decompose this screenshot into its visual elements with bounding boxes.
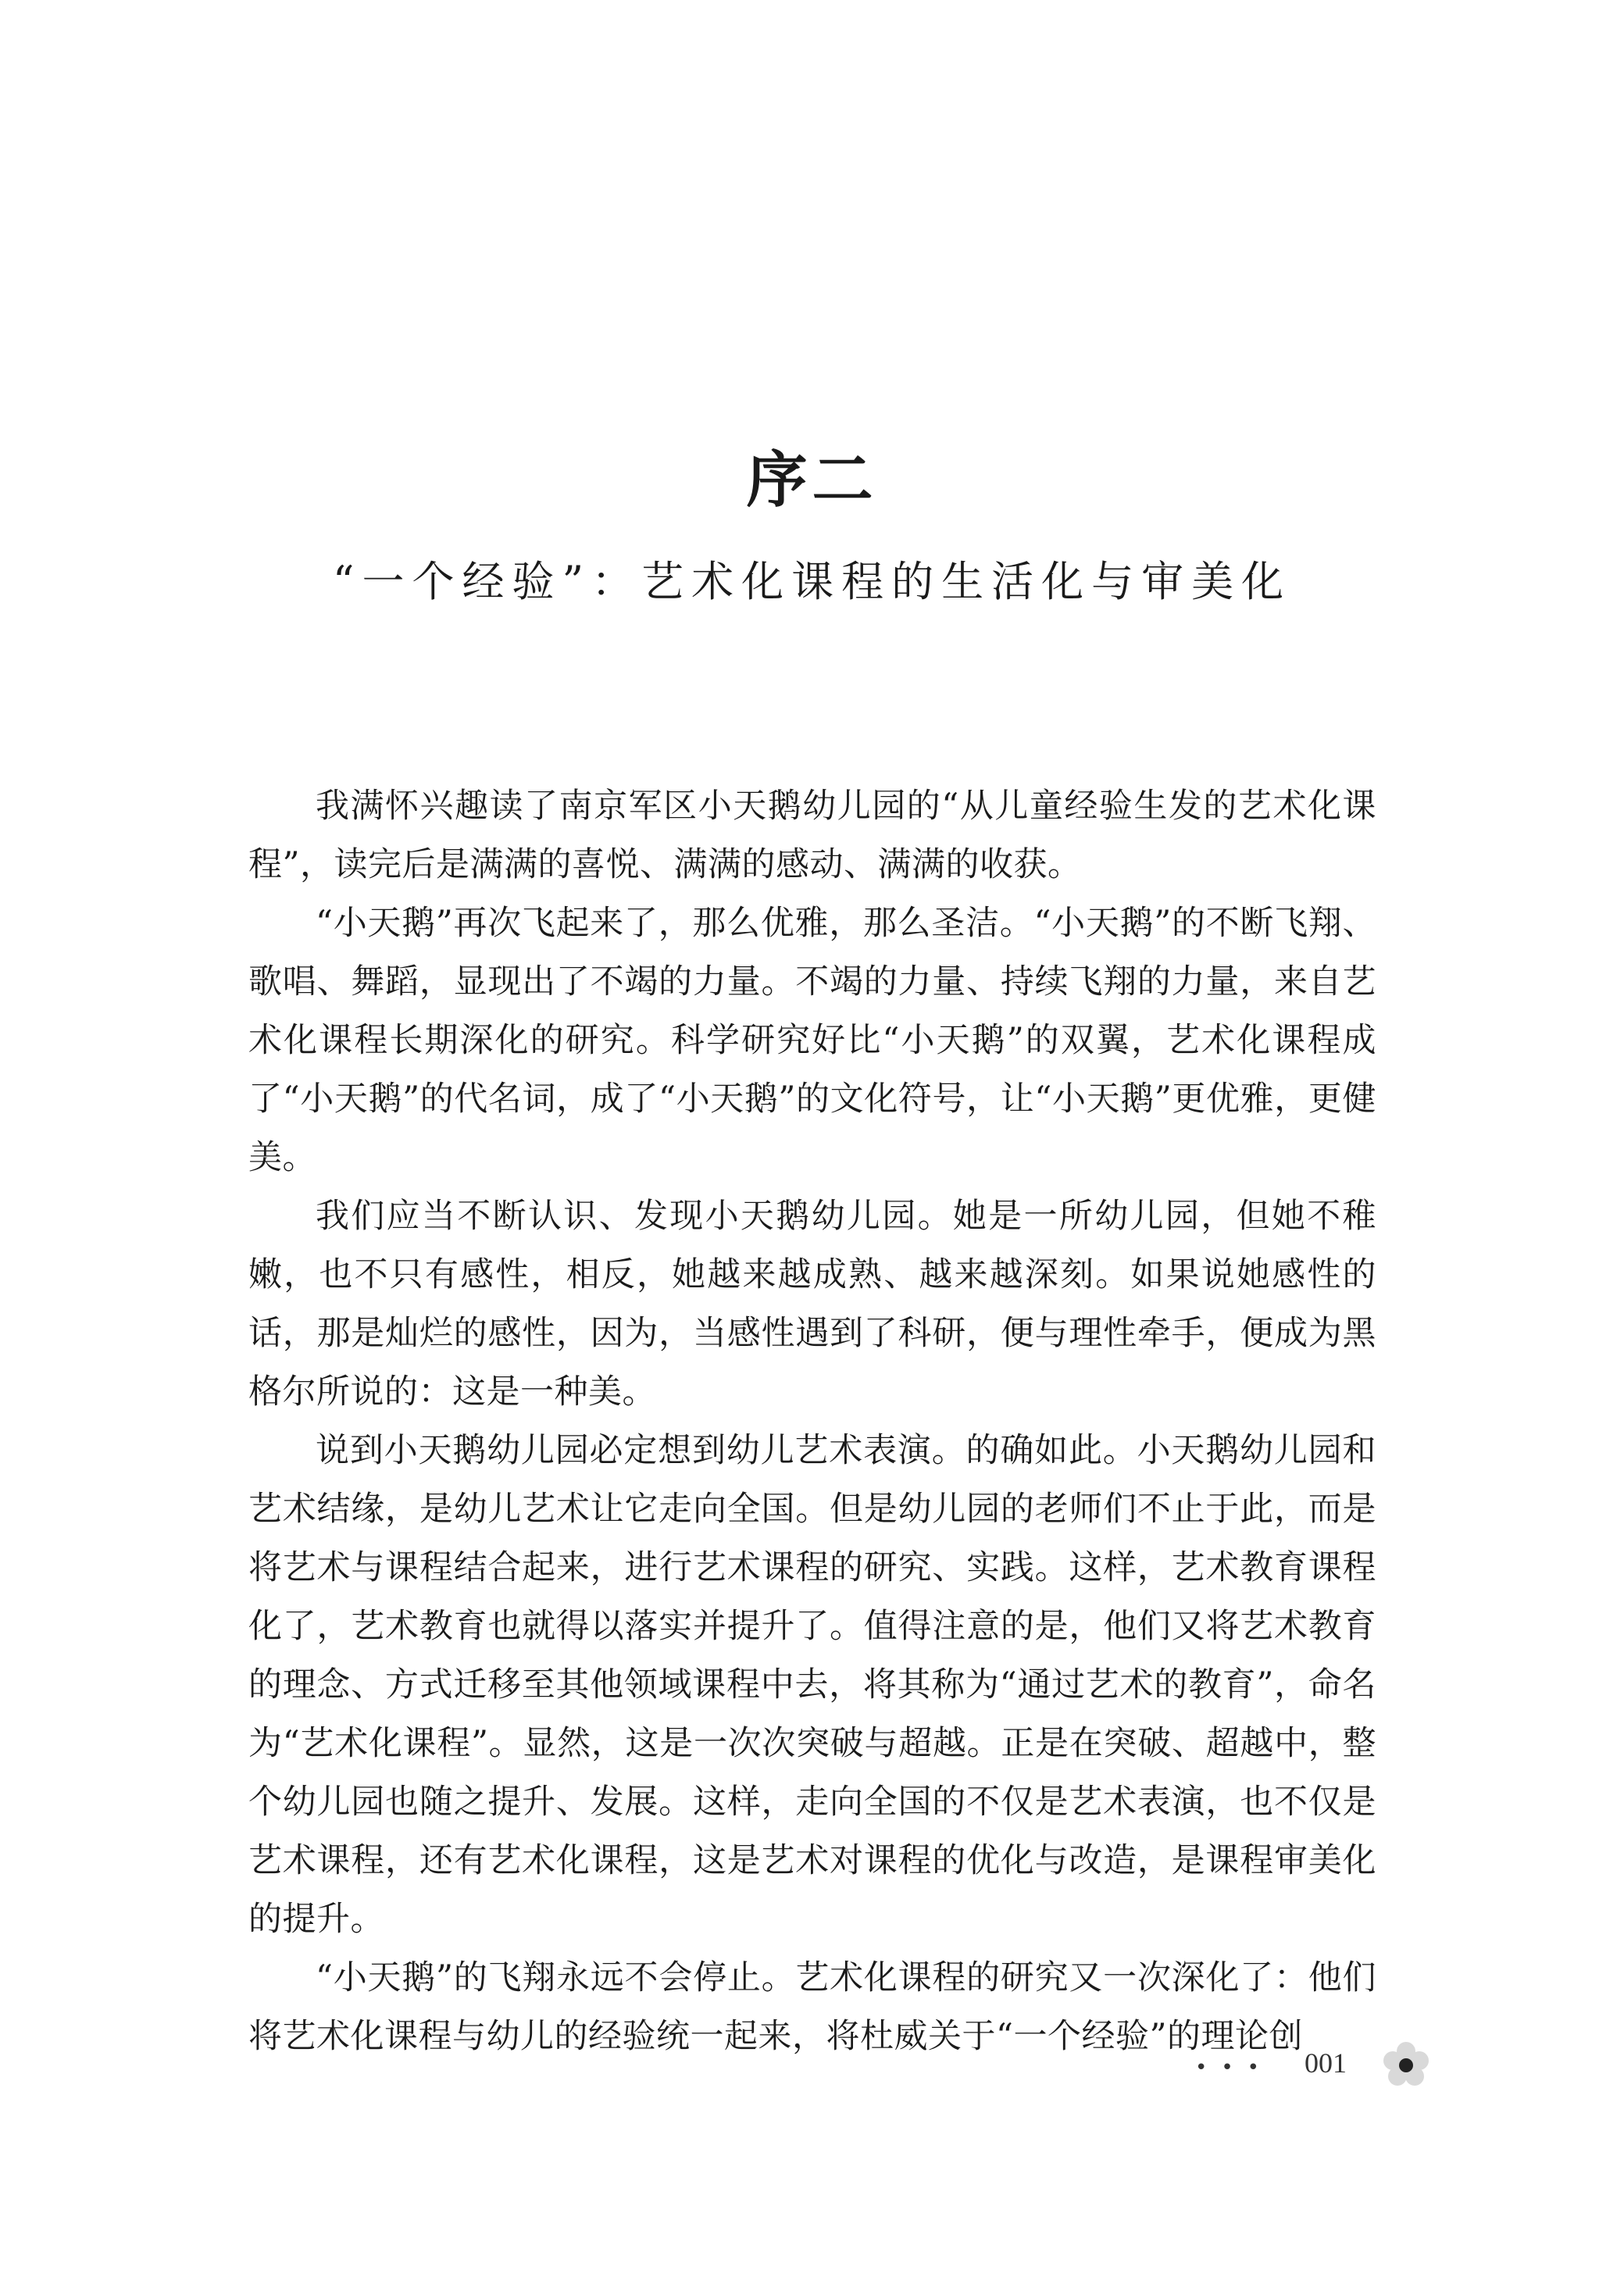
- page-number: 001: [1305, 2047, 1347, 2079]
- flower-icon: [1381, 2040, 1431, 2090]
- paragraph-3: 我们应当不断认识、发现小天鹅幼儿园。她是一所幼儿园，但她不稚嫩，也不只有感性，相反，她越来越成熟、越来越深刻。如果说她感性的话，那是灿烂的感性，因为，当感性遇到了科研，便与理性牵手，便成为黑格尔所说的：这是一种美。: [248, 1197, 1376, 1412]
- body-text: [248, 777, 1376, 2066]
- paragraph-2: “小天鹅”再次飞起来了，那么优雅，那么圣洁。“小天鹅”的不断飞翔、歌唱、舞蹈，显现出了不竭的力量。不竭的力量、持续飞翔的力量，来自艺术化课程长期深化的研究。科学研究好比“小天鹅”的双翼，艺术化课程成了“小天鹅”的代名词，成了“小天鹅”的文化符号，让“小天鹅”更优雅，更健美。: [248, 904, 1376, 1177]
- chapter-subtitle: “一个经验”：艺术化课程的生活化与审美化: [332, 557, 1292, 606]
- paragraph-4: 说到小天鹅幼儿园必定想到幼儿艺术表演。的确如此。小天鹅幼儿园和艺术结缘，是幼儿艺术让它走向全国。但是幼儿园的老师们不止于此，而是将艺术与课程结合起来，进行艺术课程的研究、实践。这样，艺术教育课程化了，艺术教育也就得以落实并提升了。值得注意的是，他们又将艺术教育的理念、方式迁移至其他领域课程中去，将其称为“通过艺术的教育”，命名为“艺术化课程”。显然，这是一次次突破与超越。正是在突破、超越中，整个幼儿园也随之提升、发展。这样，走向全国的不仅是艺术表演，也不仅是艺术课程，还有艺术化课程，这是艺术对课程的优化与改造，是课程审美化的提升。: [248, 1431, 1376, 1939]
- page-footer: [1172, 2037, 1453, 2100]
- footer-dots: •••: [1195, 2056, 1274, 2079]
- paragraph-5: “小天鹅”的飞翔永远不会停止。艺术化课程的研究又一次深化了：他们将艺术化课程与幼儿的经验统一起来，将杜威关于“一个经验”的理论创: [248, 1958, 1376, 2056]
- paragraph-1: 我满怀兴趣读了南京军区小天鹅幼儿园的“从儿童经验生发的艺术化课程”，读完后是满满的喜悦、满满的感动、满满的收获。: [248, 787, 1376, 884]
- chapter-title: 序二: [746, 444, 878, 516]
